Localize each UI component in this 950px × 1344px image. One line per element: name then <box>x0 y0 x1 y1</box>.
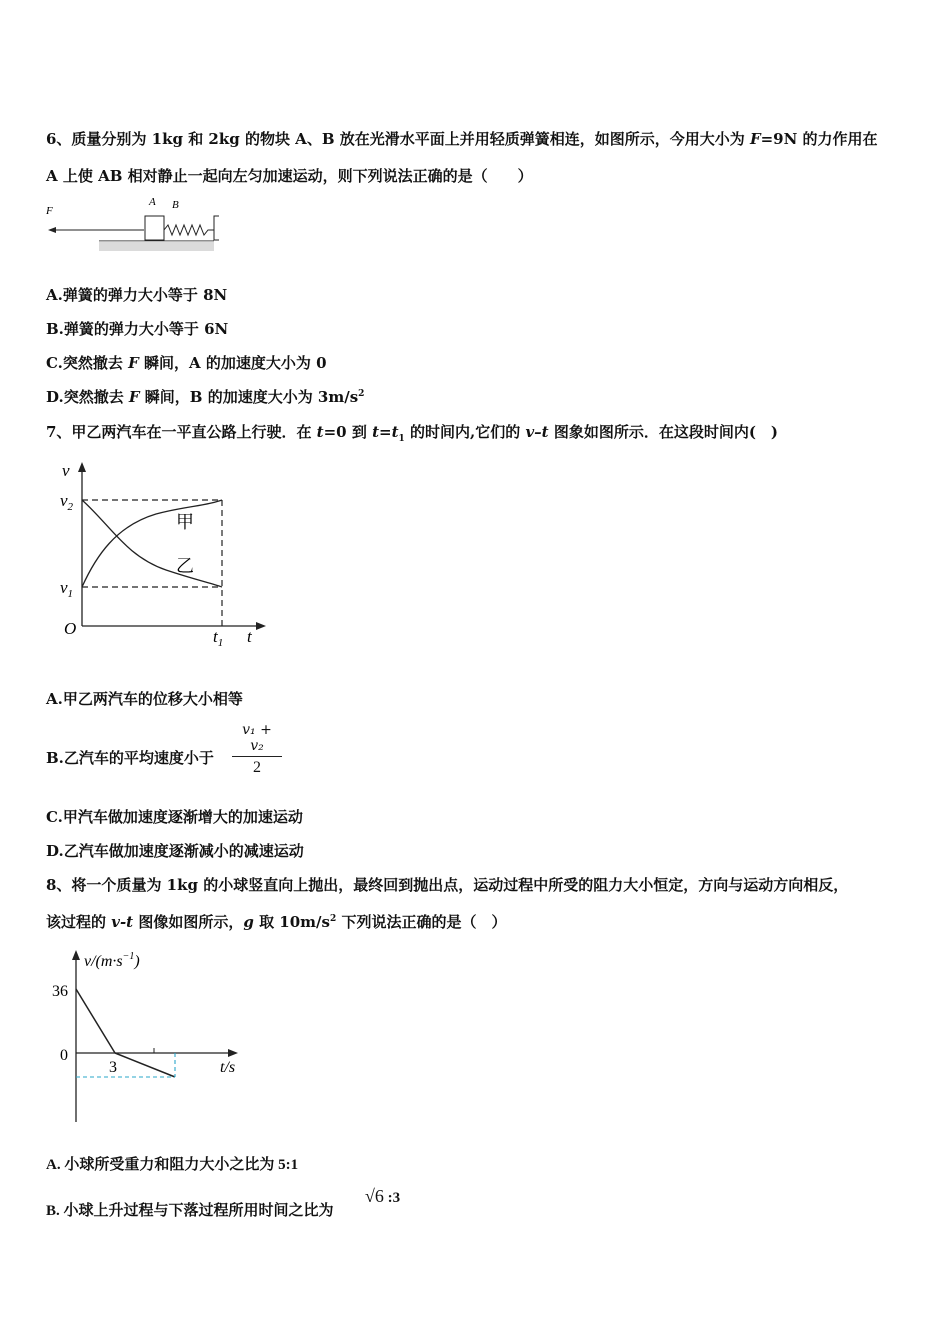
q8-option-b-sqrt: √6 :3 <box>365 1186 401 1206</box>
spring <box>164 225 214 235</box>
q8-tick-3: 3 <box>109 1059 117 1076</box>
q7-option-a: A.甲乙两汽车的位移大小相等 <box>46 690 243 708</box>
q8-option-b: B. 小球上升过程与下落过程所用时间之比为 <box>46 1203 334 1219</box>
q8-stem-line2: 该过程的 v-t 图像如图所示，g 取 $10m/s^2$ 下列说法正确的是（ ） <box>46 913 507 931</box>
q7-axis-v: v <box>62 461 70 480</box>
q8-tick-0: 0 <box>60 1047 68 1064</box>
q6-option-a: A.弹簧的弹力大小等于 8N <box>46 286 228 304</box>
q7-option-b-fraction: $\frac{\text{v₁ + v₂}}{2}$ <box>232 722 282 777</box>
q6-fig-label-B: B <box>172 199 179 211</box>
q6-fig-label-F: F <box>46 205 53 217</box>
q7-label-jia: 甲 <box>176 512 194 532</box>
q7-label-t1: $t_1$ <box>213 627 224 649</box>
q6-spring-figure <box>44 192 219 256</box>
q7-option-b: B.乙汽车的平均速度小于 <box>46 749 214 767</box>
block-a <box>145 216 164 240</box>
q6-fig-label-A: A <box>149 196 156 208</box>
q8-vt-graph <box>46 944 256 1128</box>
q6-option-d: D.突然撤去 F 瞬间，B 的加速度大小为 $3m/s^2$ <box>46 388 365 406</box>
q6-stem-line1: 6、质量分别为 1kg 和 2kg 的物块 A、B 放在光滑水平面上并用轻质弹簧相连，如图所示，今用大小为 F=9N 的力作用在 <box>46 130 878 148</box>
q7-option-c: C.甲汽车做加速度逐渐增大的加速运动 <box>46 808 303 826</box>
q6-stem-line2: A 上使 AB 相对静止一起向左匀加速运动，则下列说法正确的是（ ） <box>46 167 533 185</box>
q7-origin: O <box>64 619 77 638</box>
q8-option-a: A. 小球所受重力和阻力大小之比为 5:1 <box>46 1157 299 1173</box>
q6-option-b: B.弹簧的弹力大小等于 6N <box>46 320 229 338</box>
q8-line-down <box>115 1053 175 1077</box>
q7-vt-graph <box>56 456 276 656</box>
q8-stem-line1: 8、将一个质量为 1kg 的小球竖直向上抛出，最终回到抛出点，运动过程中所受的阻力大小恒定，方向与运动方向相反， <box>46 876 849 894</box>
q8-line-up <box>76 989 115 1053</box>
q7-curve-jia <box>82 500 222 587</box>
q8-axis-t: t/s <box>220 1059 236 1076</box>
q7-label-v2: $v_2$ <box>60 491 74 513</box>
q7-axis-t: t <box>247 627 252 646</box>
q7-label-v1: $v_1$ <box>60 578 74 600</box>
q7-curve-yi <box>82 500 222 587</box>
q6-option-c: C.突然撤去 F 瞬间，A 的加速度大小为 0 <box>46 354 327 372</box>
q7-label-yi: 乙 <box>176 556 194 576</box>
block-b <box>214 216 219 240</box>
q8-axis-v: $v/(m\cdot s^{-1})$ <box>84 951 140 970</box>
q7-stem: 7、甲乙两汽车在一平直公路上行驶．在 t=0 到 $t=t_1$ 的时间内,它们的 v–t 图象如图所示．在这段时间内( ) <box>46 423 779 444</box>
q8-tick-36: 36 <box>52 983 68 1000</box>
q7-option-d: D.乙汽车做加速度逐渐减小的减速运动 <box>46 842 304 860</box>
